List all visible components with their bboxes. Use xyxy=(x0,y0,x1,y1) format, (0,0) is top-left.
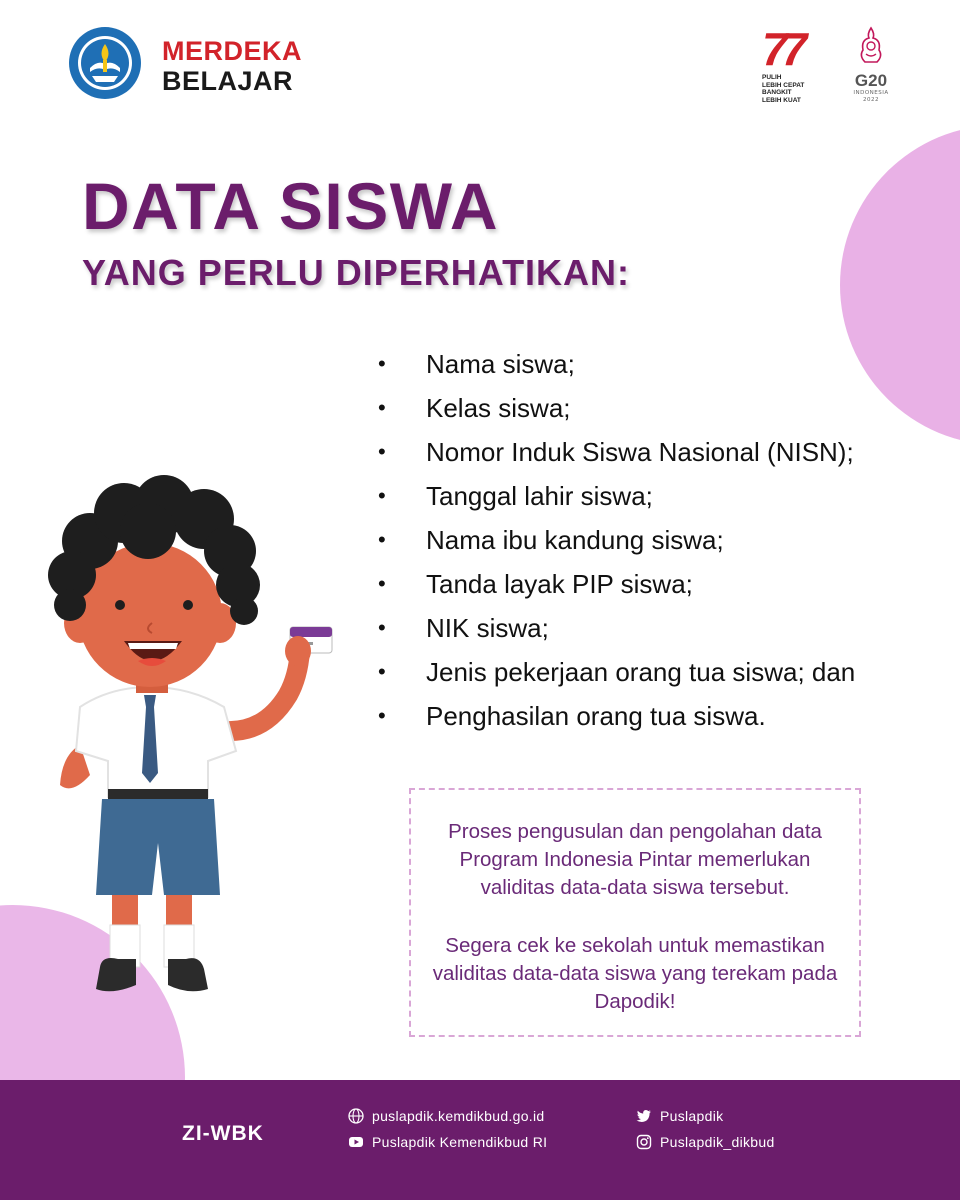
instagram-text: Puslapdik_dikbud xyxy=(660,1134,775,1150)
instagram-link[interactable] xyxy=(636,1134,775,1150)
info-paragraph-call-to-action: Segera cek ke sekolah untuk memastikan validitas data-data siswa yang terekam pada Dapodik! xyxy=(432,934,838,1013)
website-text: puslapdik.kemdikbud.go.id xyxy=(372,1108,545,1124)
student-illustration xyxy=(40,455,360,1005)
page-subtitle: YANG PERLU DIPERHATIKAN: xyxy=(82,252,631,293)
list-item: • Tanggal lahir siswa; xyxy=(378,474,855,518)
youtube-text: Puslapdik Kemendikbud RI xyxy=(372,1134,548,1150)
list-item: • Tanda layak PIP siswa; xyxy=(378,562,855,606)
student-data-list xyxy=(378,342,855,738)
website-link[interactable] xyxy=(348,1108,545,1124)
youtube-icon xyxy=(348,1134,364,1150)
hut-ri-77-logo xyxy=(762,23,822,110)
twitter-icon xyxy=(636,1108,652,1124)
list-item: • Nama siswa; xyxy=(378,342,855,386)
list-item: • Kelas siswa; xyxy=(378,386,855,430)
twitter-link[interactable] xyxy=(636,1108,723,1124)
g20-text: G20 xyxy=(854,71,888,90)
merdeka-text: MERDEKA xyxy=(162,36,303,66)
info-paragraph-process: Proses pengusulan dan pengolahan data Program Indonesia Pintar memerlukan validitas data-data siswa tersebut. xyxy=(448,820,822,899)
belajar-text: BELAJAR xyxy=(162,66,294,96)
globe-icon xyxy=(348,1108,364,1124)
list-item: • Nama ibu kandung siswa; xyxy=(378,518,855,562)
list-item: • Penghasilan orang tua siswa. xyxy=(378,694,855,738)
page-title: DATA SISWA xyxy=(82,169,500,243)
youtube-link[interactable] xyxy=(348,1134,547,1150)
list-item: • Jenis pekerjaan orang tua siswa; dan xyxy=(378,650,855,694)
info-box xyxy=(409,788,861,1037)
list-item: • NIK siswa; xyxy=(378,606,855,650)
hut-tagline: PULIH LEBIH CEPAT BANGKIT LEBIH KUAT xyxy=(762,74,805,104)
zi-wbk-label: ZI-WBK xyxy=(182,1122,264,1145)
g20-indonesia-logo xyxy=(843,26,899,110)
instagram-icon xyxy=(636,1134,652,1150)
g20-country: INDONESIA xyxy=(853,90,889,96)
merdeka-belajar-logo xyxy=(162,36,302,96)
hut-number: 77 xyxy=(762,23,802,75)
twitter-text: Puslapdik xyxy=(660,1108,724,1124)
decorative-circle-right xyxy=(840,125,960,445)
g20-year: 2022 xyxy=(863,96,879,103)
g20-emblem-icon xyxy=(857,26,885,66)
footer-bar xyxy=(0,1080,960,1200)
tut-wuri-handayani-logo xyxy=(68,26,142,100)
list-item: • Nomor Induk Siswa Nasional (NISN); xyxy=(378,430,855,474)
